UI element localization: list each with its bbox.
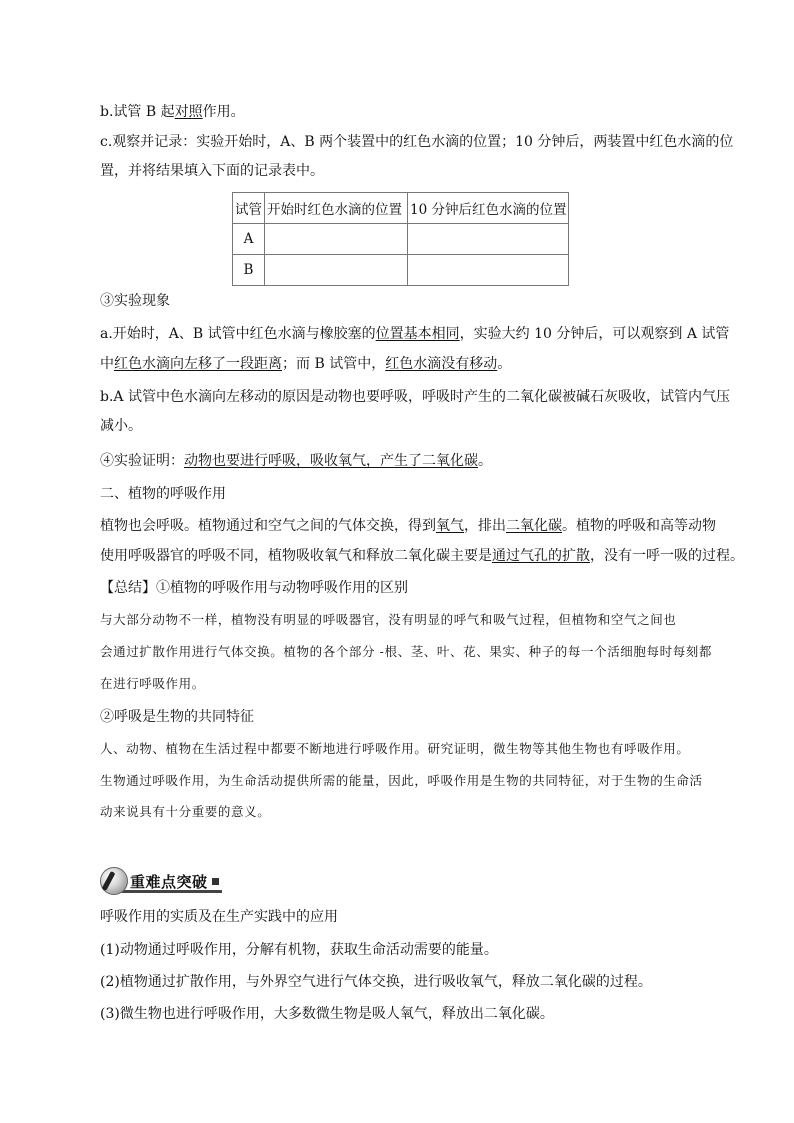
text: 作用。 xyxy=(202,104,245,120)
table-cell xyxy=(265,255,408,286)
phenomenon-title: ③实验现象 xyxy=(100,293,170,309)
text: 。 xyxy=(497,356,512,372)
underlined-answer: 二氧化碳 xyxy=(506,518,562,534)
application-item: (3)微生物也进行呼吸作用，大多数微生物是吸人氧气，释放出二氧化碳。 xyxy=(100,1006,554,1022)
common-line: 人、动物、植物在生活过程中都要不断地进行呼吸作用。研究证明，微生物等其他生物也有呼吸作用。 xyxy=(100,741,690,756)
text: a.开始时，A、B 试管中红色水滴与橡胶塞的 xyxy=(100,326,376,342)
record-table xyxy=(232,192,569,286)
underlined-answer: 氧气 xyxy=(436,518,464,534)
underlined-answer: 对照 xyxy=(174,104,203,120)
summary-line: 会通过扩散作用进行气体交换。植物的各个部分 -根、茎、叶、花、果实、种子的每一个活细胞每时每刻都 xyxy=(100,644,712,659)
text: 中 xyxy=(100,356,114,372)
section-2-title: 二、植物的呼吸作用 xyxy=(100,486,226,502)
common-line: 生物通过呼吸作用，为生命活动提供所需的能量，因此，呼吸作用是生物的共同特征，对于生物的生命活 xyxy=(100,773,703,788)
summary-line: 在进行呼吸作用。 xyxy=(100,676,205,691)
underlined-answer: 位置基本相同 xyxy=(375,326,460,342)
table-header-cell: 试管 xyxy=(233,193,265,224)
text: ，排出 xyxy=(464,518,506,534)
banner-square-icon xyxy=(212,878,219,885)
text: ；而 B 试管中， xyxy=(282,356,386,372)
summary-title: 【总结】①植物的呼吸作用与动物呼吸作用的区别 xyxy=(100,580,408,596)
text: ④实验证明： xyxy=(100,453,184,469)
line-a-1 xyxy=(100,325,729,343)
line-bb-1: b.A 试管中色水滴向左移动的原因是动物也要呼吸，呼吸时产生的二氧化碳被碱石灰吸收，试管内气压 xyxy=(100,389,730,405)
line-c-observe-1: c.观察并记录：实验开始时，A、B 两个装置中的红色水滴的位置；10 分钟后，两装置中红色水滴的位 xyxy=(100,134,734,150)
common-feature-title: ②呼吸是生物的共同特征 xyxy=(100,709,254,725)
table-cell xyxy=(265,224,408,255)
underlined-answer: 红色水滴向左移了一段距离 xyxy=(114,356,282,372)
application-item: (1)动物通过呼吸作用，分解有机物，获取生命活动需要的能量。 xyxy=(100,942,498,958)
common-line: 动来说具有十分重要的意义。 xyxy=(100,804,271,819)
banner-title: 重难点突破 xyxy=(130,873,208,891)
summary-line: 与大部分动物不一样，植物没有明显的呼吸器官，没有明显的呼气和吸气过程，但植物和空气之间也 xyxy=(100,612,677,627)
line-b-control xyxy=(100,103,245,121)
table-header-cell: 开始时红色水滴的位置 xyxy=(265,193,408,224)
underlined-answer: 通过气孔的扩散 xyxy=(492,548,590,564)
line-a-2 xyxy=(100,355,511,373)
table-header-row xyxy=(233,193,569,224)
table-row xyxy=(233,224,569,255)
application-item: (2)植物通过扩散作用，与外界空气进行气体交换，进行吸收氧气，释放二氧化碳的过程。 xyxy=(100,974,652,990)
plant-line-1 xyxy=(100,517,716,535)
line-c-observe-2: 置，并将结果填入下面的记录表中。 xyxy=(100,163,324,179)
table-cell: B xyxy=(233,255,265,286)
experiment-proof xyxy=(100,452,492,470)
application-title: 呼吸作用的实质及在生产实践中的应用 xyxy=(100,909,338,925)
plant-line-2 xyxy=(100,547,744,565)
underlined-answer: 动物也要进行呼吸，吸收氧气，产生了二氧化碳 xyxy=(184,453,478,469)
underlined-answer: 红色水滴没有移动 xyxy=(385,356,498,372)
text: ，没有一呼一吸的过程。 xyxy=(590,548,744,564)
table-row xyxy=(233,255,569,286)
line-bb-2: 减小。 xyxy=(100,418,142,434)
text: 植物也会呼吸。植物通过和空气之间的气体交换，得到 xyxy=(100,518,436,534)
table-header-cell: 10 分钟后红色水滴的位置 xyxy=(408,193,569,224)
text: b.试管 B 起 xyxy=(100,104,175,120)
table-cell xyxy=(408,255,569,286)
table-cell xyxy=(408,224,569,255)
text: 使用呼吸器官的呼吸不同，植物吸收氧气和释放二氧化碳主要是 xyxy=(100,548,492,564)
text: ，实验大约 10 分钟后，可以观察到 A 试管 xyxy=(459,326,730,342)
table-cell: A xyxy=(233,224,265,255)
text: 。 xyxy=(478,453,492,469)
text: 。植物的呼吸和高等动物 xyxy=(562,518,716,534)
key-points-banner xyxy=(100,866,224,896)
